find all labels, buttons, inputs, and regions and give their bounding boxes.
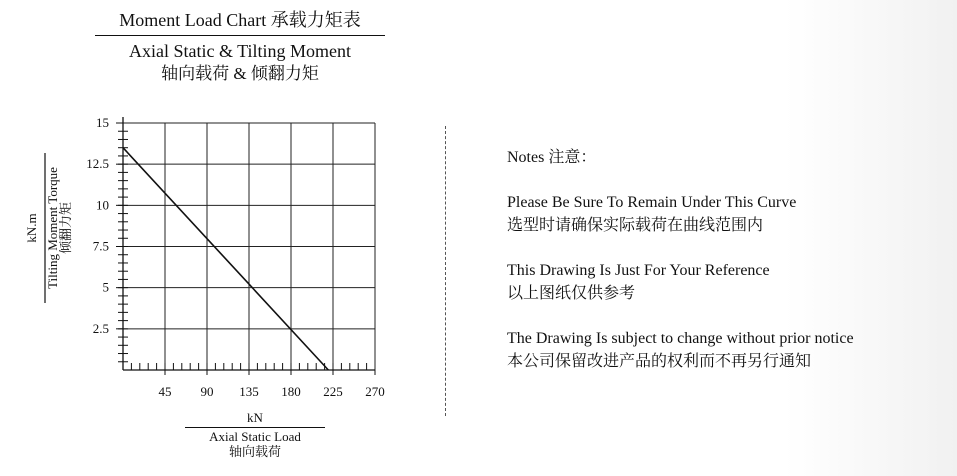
chart-subtitle-zh: 轴向载荷 & 倾翻力矩 <box>161 64 319 83</box>
y-tick-label-1: 5 <box>102 279 109 295</box>
y-tick-label-4: 12.5 <box>86 156 109 172</box>
note-1-en: Please Be Sure To Remain Under This Curve <box>507 194 797 211</box>
x-axis-label-zh: 轴向载荷 <box>228 444 281 459</box>
moment-load-chart <box>0 0 440 410</box>
x-tick-label-4: 225 <box>323 384 343 399</box>
note-3-zh: 本公司保留改进产品的权利而不再另行通知 <box>507 353 812 370</box>
capacity-curve-0 <box>123 148 328 370</box>
x-axis-unit: kN <box>247 410 263 425</box>
notes-panel <box>507 146 957 373</box>
chart-title: Moment Load Chart 承载力矩表 <box>119 10 361 30</box>
x-tick-label-2: 135 <box>239 384 259 399</box>
y-axis-label-zh: 倾翻力矩 <box>58 201 73 255</box>
divider-line <box>445 126 448 416</box>
x-tick-label-1: 90 <box>200 384 214 399</box>
y-axis-label: Tilting Moment Torque <box>45 167 60 289</box>
y-tick-label-5: 15 <box>96 115 109 130</box>
note-1-zh: 选型时请确保实际载荷在曲线范围内 <box>507 217 764 234</box>
x-tick-label-3: 180 <box>281 384 301 399</box>
y-tick-label-3: 10 <box>96 197 109 213</box>
chart-subtitle-en: Axial Static & Tilting Moment <box>128 41 352 61</box>
y-axis-unit: kN.m <box>24 213 39 243</box>
note-2-en: This Drawing Is Just For Your Reference <box>507 262 770 279</box>
note-2-zh: 以上图纸仅供参考 <box>507 285 636 302</box>
x-axis-label-block <box>180 410 330 459</box>
x-axis-label: Axial Static Load <box>209 429 301 444</box>
x-label-rule <box>185 427 325 428</box>
notes-heading: Notes 注意： <box>507 149 597 166</box>
y-tick-label-0: 2.5 <box>92 320 109 336</box>
x-tick-label-5: 270 <box>365 384 385 399</box>
y-tick-label-2: 7.5 <box>92 238 109 254</box>
x-tick-label-0: 45 <box>158 384 172 399</box>
note-3-en: The Drawing Is subject to change without prior notice <box>507 330 854 347</box>
y-axis-label-group <box>24 153 73 303</box>
